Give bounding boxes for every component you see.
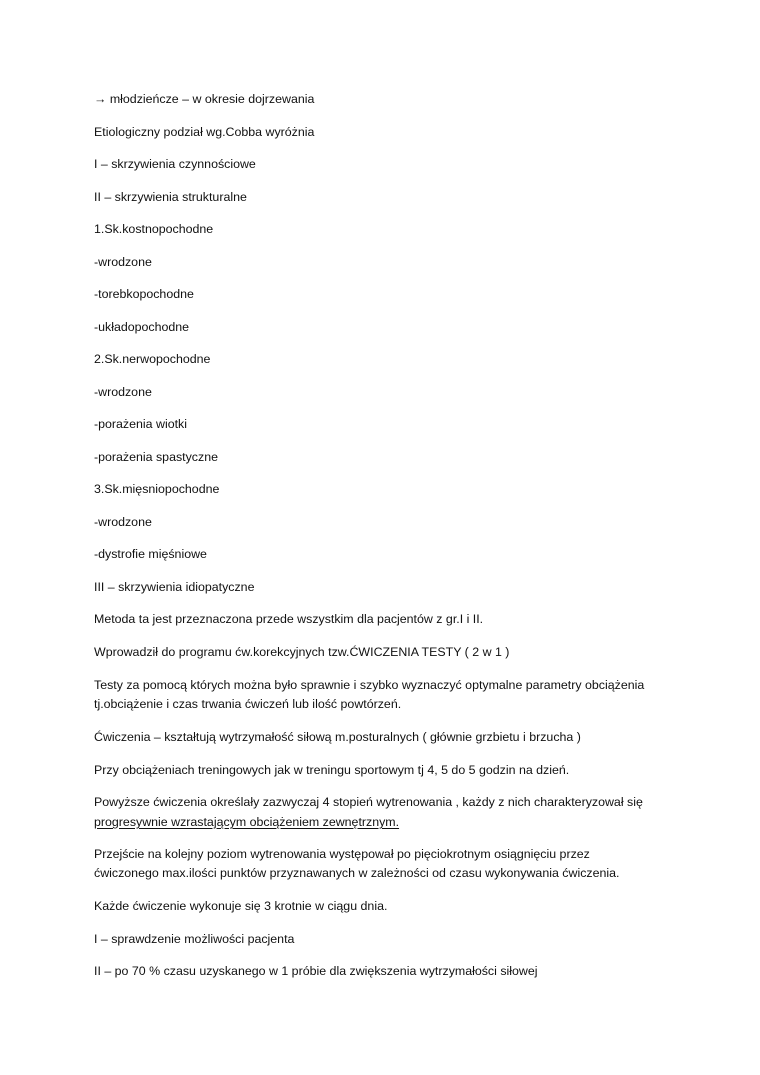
text-line: II – po 70 % czasu uzyskanego w 1 próbie dla zwiększenia wytrzymałości siłowej (94, 964, 538, 978)
text-line: 3.Sk.mięsniopochodne (94, 482, 220, 496)
text-line: Etiologiczny podział wg.Cobba wyróżnia (94, 125, 315, 139)
text-line: → młodzieńcze – w okresie dojrzewania (94, 92, 315, 106)
text-line: III – skrzywienia idiopatyczne (94, 580, 255, 594)
text-line: -układopochodne (94, 320, 190, 334)
text-line: -wrodzone (94, 515, 152, 529)
text-line: tj.obciążenie i czas trwania ćwiczeń lub ilość powtórzeń. (94, 697, 402, 711)
text-line: I – sprawdzenie możliwości pacjenta (94, 932, 295, 946)
underlined-text-line: progresywnie wzrastającym obciążeniem zewnętrznym. (94, 815, 400, 829)
text-line: -wrodzone (94, 385, 152, 399)
text-line: Testy za pomocą których można było sprawnie i szybko wyznaczyć optymalne parametry obciążenia (94, 678, 645, 692)
text-line: Przy obciążeniach treningowych jak w treningu sportowym tj 4, 5 do 5 godzin na dzień. (94, 763, 570, 777)
text-line: II – skrzywienia strukturalne (94, 190, 247, 204)
text-line: Wprowadził do programu ćw.korekcyjnych tzw.ĆWICZENIA TESTY ( 2 w 1 ) (94, 645, 510, 659)
text-line: Przejście na kolejny poziom wytrenowania występował po pięciokrotnym osiągnięciu przez (94, 847, 590, 861)
text-line: Powyższe ćwiczenia określały zazwyczaj 4 stopień wytrenowania , każdy z nich charakteryzował się (94, 795, 643, 809)
text-line: -porażenia wiotki (94, 417, 187, 431)
text-line: ćwiczonego max.ilości punktów przyznawanych w zależności od czasu wykonywania ćwiczenia. (94, 866, 620, 880)
text-line: Ćwiczenia – kształtują wytrzymałość siłową m.posturalnych ( głównie grzbietu i brzucha ) (94, 730, 581, 744)
text-line: 1.Sk.kostnopochodne (94, 222, 214, 236)
text-line: -dystrofie mięśniowe (94, 547, 207, 561)
text-line: I – skrzywienia czynnościowe (94, 157, 256, 171)
text-line: Każde ćwiczenie wykonuje się 3 krotnie w ciągu dnia. (94, 899, 388, 913)
text-line: Metoda ta jest przeznaczona przede wszystkim dla pacjentów z gr.I i II. (94, 612, 484, 626)
text-line: -porażenia spastyczne (94, 450, 218, 464)
text-line: -torebkopochodne (94, 287, 194, 301)
text-line: -wrodzone (94, 255, 152, 269)
text-line: 2.Sk.nerwopochodne (94, 352, 211, 366)
